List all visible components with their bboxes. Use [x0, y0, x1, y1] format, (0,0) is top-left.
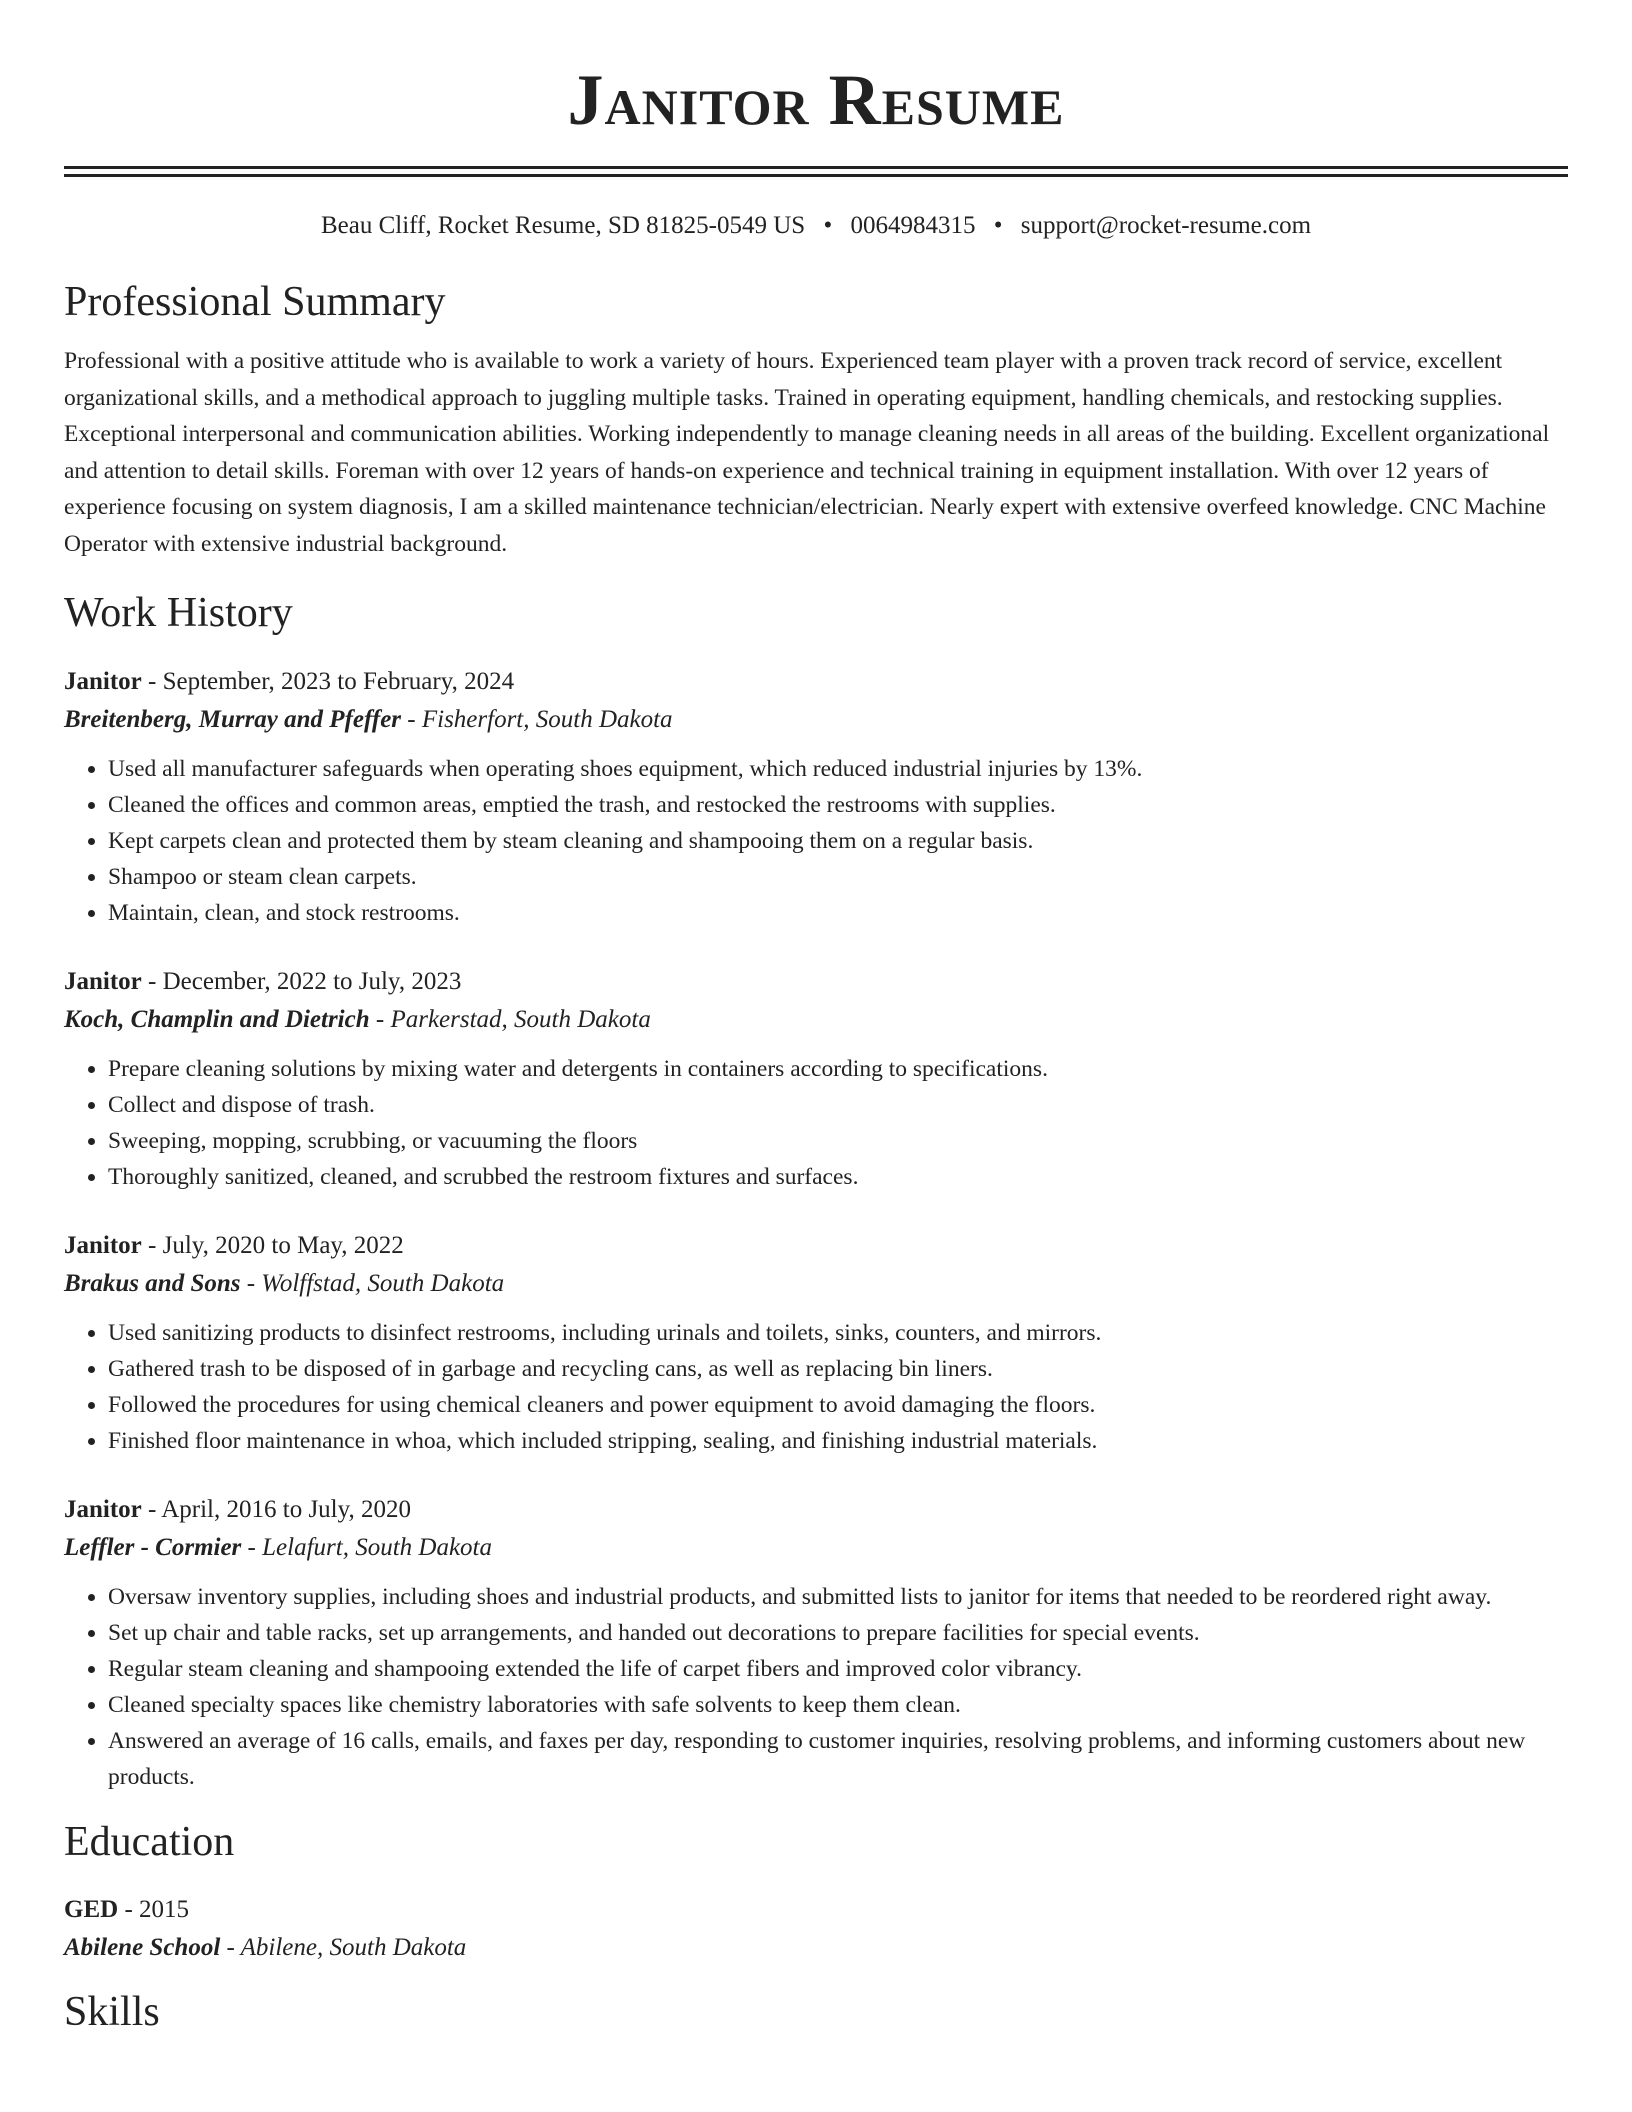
job-entry	[64, 1227, 1568, 1459]
job-title: Janitor	[64, 1495, 142, 1523]
section-heading-skills: Skills	[64, 1989, 160, 2036]
education-degree: GED	[64, 1896, 119, 1924]
job-bullet: • Set up chair and table racks, set up arrangements, and handed out decorations to prepare facilities for special events.	[108, 1615, 1568, 1651]
resume-page	[64, 0, 1568, 2038]
contact-phone: 0064984315	[850, 212, 976, 239]
contact-email: support@rocket-resume.com	[1020, 212, 1312, 239]
job-bullet: • Oversaw inventory supplies, including shoes and industrial products, and submitted lists to janitor for items that needed to be reordered right away.	[108, 1579, 1568, 1615]
job-company: Leffler - Cormier	[64, 1533, 242, 1561]
job-bullet: • Sweeping, mopping, scrubbing, or vacuuming the floors	[108, 1123, 1568, 1159]
education-school: Abilene School	[64, 1934, 221, 1962]
job-bullet-list	[64, 1051, 1568, 1195]
job-bullet: • Kept carpets clean and protected them by steam cleaning and shampooing them on a regular basis.	[108, 823, 1568, 859]
job-title: Janitor	[64, 1231, 142, 1259]
contact-line	[64, 211, 1568, 241]
job-title: Janitor	[64, 967, 142, 995]
job-bullet: • Answered an average of 16 calls, emails, and faxes per day, responding to customer inquiries, resolving problems, and informing customers about new products.	[108, 1723, 1568, 1795]
title-double-rule	[64, 166, 1568, 177]
job-bullet: • Cleaned specialty spaces like chemistry laboratories with safe solvents to keep them clean.	[108, 1687, 1568, 1723]
job-entry	[64, 963, 1568, 1195]
job-company-line	[64, 701, 1568, 739]
job-title-line	[64, 1227, 1568, 1265]
job-bullet: • Prepare cleaning solutions by mixing water and detergents in containers according to specifications.	[108, 1051, 1568, 1087]
resume-title: Janitor Resume	[567, 60, 1065, 140]
job-title: Janitor	[64, 667, 142, 695]
job-title-line	[64, 963, 1568, 1001]
section-heading-work-history: Work History	[64, 590, 293, 637]
job-bullet: • Used sanitizing products to disinfect restrooms, including urinals and toilets, sinks, counters, and mirrors.	[108, 1315, 1568, 1351]
job-bullet: • Used all manufacturer safeguards when operating shoes equipment, which reduced industrial injuries by 13%.	[108, 751, 1568, 787]
education-year: - 2015	[118, 1896, 190, 1924]
job-bullet: • Regular steam cleaning and shampooing extended the life of carpet fibers and improved color vibrancy.	[108, 1651, 1568, 1687]
job-bullet-list	[64, 1579, 1568, 1795]
job-dates: - September, 2023 to February, 2024	[141, 667, 515, 695]
job-dates: - December, 2022 to July, 2023	[141, 967, 462, 995]
job-location: - Lelafurt, South Dakota	[241, 1533, 492, 1561]
education-entry	[64, 1891, 1568, 1967]
job-bullet: • Shampoo or steam clean carpets.	[108, 859, 1568, 895]
job-company: Koch, Champlin and Dietrich	[64, 1005, 370, 1033]
job-title-line	[64, 1491, 1568, 1529]
section-heading-education: Education	[64, 1818, 235, 1865]
job-bullet: • Maintain, clean, and stock restrooms.	[108, 895, 1568, 931]
job-dates: - July, 2020 to May, 2022	[141, 1231, 404, 1259]
job-bullet: • Gathered trash to be disposed of in garbage and recycling cans, as well as replacing bin liners.	[108, 1351, 1568, 1387]
job-bullet-list	[64, 1315, 1568, 1459]
education-location: - Abilene, South Dakota	[220, 1934, 467, 1962]
job-bullet: • Thoroughly sanitized, cleaned, and scrubbed the restroom fixtures and surfaces.	[108, 1159, 1568, 1195]
job-bullet: • Finished floor maintenance in whoa, which included stripping, sealing, and finishing industrial materials.	[108, 1423, 1568, 1459]
job-company: Brakus and Sons	[64, 1269, 241, 1297]
contact-separator: •	[993, 212, 1003, 239]
job-dates: - April, 2016 to July, 2020	[141, 1495, 411, 1523]
job-location: - Fisherfort, South Dakota	[401, 705, 673, 733]
contact-address: Beau Cliff, Rocket Resume, SD 81825-0549 US	[320, 212, 806, 239]
job-bullet: • Followed the procedures for using chemical cleaners and power equipment to avoid damaging the floors.	[108, 1387, 1568, 1423]
job-title-line	[64, 663, 1568, 701]
job-company-line	[64, 1265, 1568, 1303]
section-heading-summary: Professional Summary	[64, 279, 446, 325]
job-company: Breitenberg, Murray and Pfeffer	[64, 705, 402, 733]
job-bullet: • Collect and dispose of trash.	[108, 1087, 1568, 1123]
job-entry	[64, 663, 1568, 931]
job-company-line	[64, 1529, 1568, 1567]
education-school-line	[64, 1929, 1568, 1967]
education-degree-line	[64, 1891, 1568, 1929]
summary-text: Professional with a positive attitude who is available to work a variety of hours. Experienced team player with a proven track record of service, excellent organizational skills, and a methodical approach to juggling multiple tasks. Trained in operating equipment, handling chemicals, and restocking supplies. Exceptional interpersonal and communication abilities. Working independently to manage cleaning needs in all areas of the building. Excellent organizational and attention to detail skills. Foreman with over 12 years of hands-on experience and technical training in equipment installation. With over 12 years of experience focusing on system diagnosis, I am a skilled maintenance technician/electrician. Nearly expert with extensive overfeed knowledge. CNC Machine Operator with extensive industrial background.	[64, 348, 1550, 557]
job-location: - Wolffstad, South Dakota	[240, 1269, 505, 1297]
job-company-line	[64, 1001, 1568, 1039]
contact-separator: •	[823, 212, 833, 239]
work-history-list	[64, 663, 1568, 1795]
job-bullet: • Cleaned the offices and common areas, emptied the trash, and restocked the restrooms with supplies.	[108, 787, 1568, 823]
job-bullet-list	[64, 751, 1568, 931]
job-entry	[64, 1491, 1568, 1795]
job-location: - Parkerstad, South Dakota	[369, 1005, 651, 1033]
